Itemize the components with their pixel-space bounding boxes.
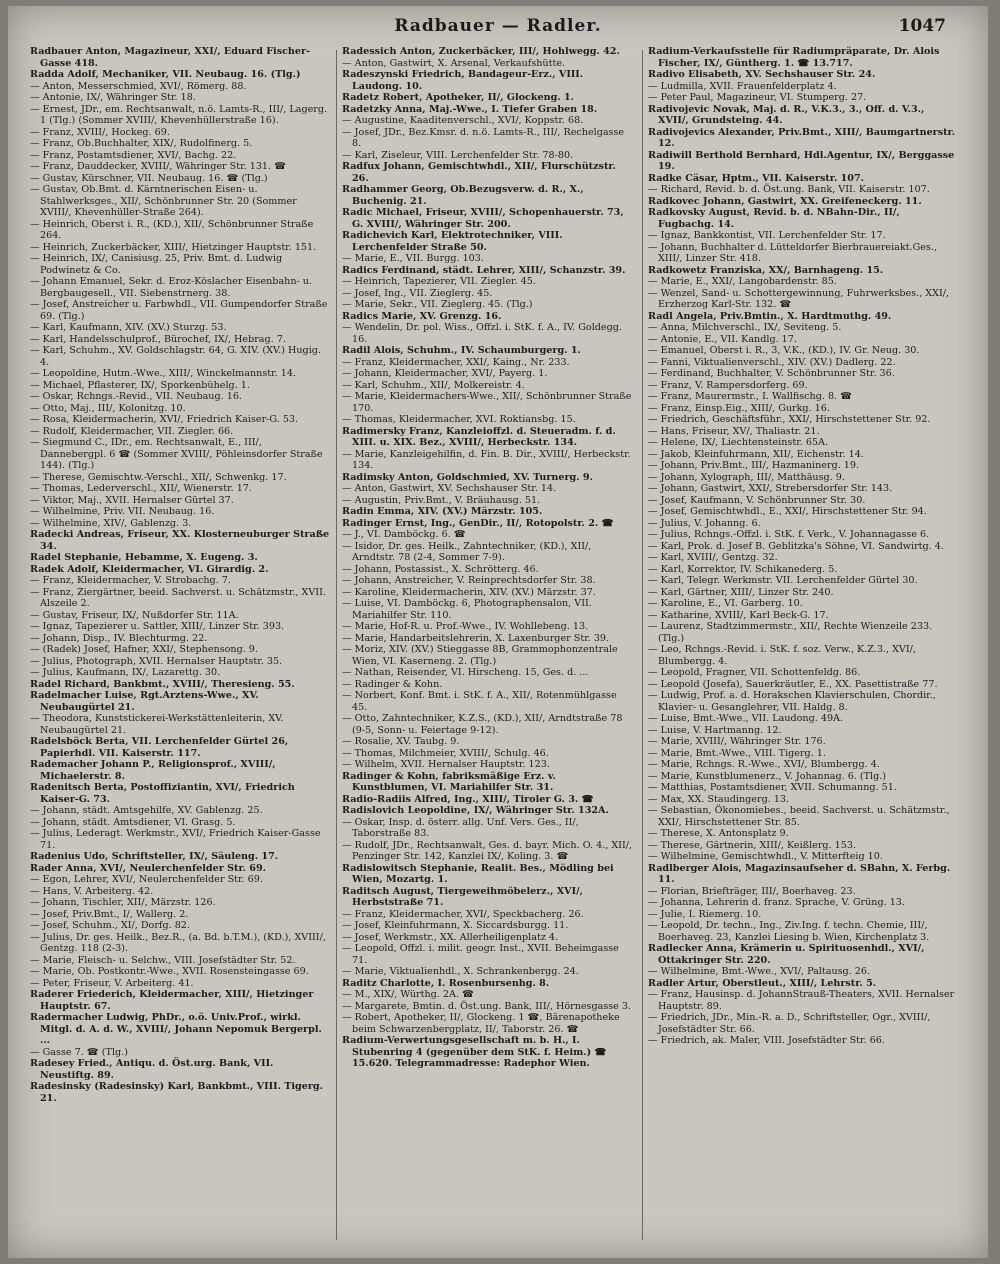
directory-entry: — Wenzel, Sand- u. Schottergewinnung, Fuhrwerksbes., XXI/, Erzherzog Karl-Str. 132. ☎: [648, 287, 950, 310]
directory-entry-head: Radics Ferdinand, städt. Lehrer, XIII/, Schanzstr. 39.: [342, 264, 626, 276]
directory-entry: — Ludmilla, XVII. Frauenfelderplatz 4.: [648, 80, 837, 92]
directory-entry-head: Radetz Robert, Apotheker, II/, Glockeng. 1.: [342, 92, 575, 103]
directory-entry: — Florian, Briefträger, III/, Boerhaveg. 23.: [648, 885, 856, 897]
directory-entry-head: Raditsch August, Tiergeweihmöbelerz., XVI/, Herbststraße 71.: [342, 885, 583, 908]
directory-entry: — Katharine, XVIII/, Karl Beck-G. 17.: [648, 609, 829, 621]
directory-page: [8, 6, 988, 1258]
directory-entry: — Johann, Xylograph, III/, Matthäusg. 9.: [648, 471, 845, 483]
directory-entry-head: Radkovec Johann, Gastwirt, XX. Greifeneckerg. 11.: [648, 195, 922, 207]
directory-entry: — Marie, XVIII/, Währinger Str. 176.: [648, 736, 826, 747]
directory-entry-head: Radlberger Alois, Magazinsaufseher d. SBahn, X. Ferbg. 11.: [648, 862, 951, 885]
column-2: [342, 46, 634, 1246]
directory-entry-head: Radel Richard, Bankbmt., XVIII/, Theresieng. 55.: [30, 678, 295, 690]
directory-entry-head: Radenius Udo, Schriftsteller, IX/, Säuleng. 17.: [30, 851, 279, 862]
directory-entry: — Helene, IX/, Liechtensteinstr. 65A.: [648, 437, 829, 448]
directory-entry: — Heinrich, IX/, Canisiusg. 25, Priv. Bmt. d. Ludwig Podwinetz & Co.: [30, 253, 283, 276]
directory-entry: — Isidor, Dr. ges. Heilk., Zahntechniker, (KD.), XII/, Arndtstr. 78 (2-4, Sommer 7-9).: [342, 540, 592, 563]
directory-entry-head: Rademacher Johann P., Religionsprof., XVIII/, Michaelerstr. 8.: [30, 759, 276, 782]
directory-entry-head: Raderer Friederich, Kleidermacher, XIII/, Hietzinger Hauptstr. 67.: [30, 989, 314, 1012]
directory-entry: — Josef, Schuhm., XI/, Dorfg. 82.: [30, 920, 190, 931]
directory-entry-head: Radler Artur, Oberstleut., XIII/, Lehrstr. 5.: [648, 977, 877, 989]
directory-entry: — Johann, Gastwirt, XXI/, Strebersdorfer Str. 143.: [648, 483, 893, 494]
directory-entry: — Wilhelm, XVII. Hernalser Hauptstr. 123.: [342, 759, 550, 770]
directory-entry: — Anton, Messerschmied, XVI/, Römerg. 88.: [30, 80, 247, 92]
directory-entry: — Johann, Priv.Bmt., III/, Hazmaninerg. 19.: [648, 460, 860, 471]
directory-entry: — Fanni, Viktualienverschl., XIV. (XV.) Dadlerg. 22.: [648, 356, 896, 368]
directory-entry: — Johann, Postassist., X. Schrötterg. 46.: [342, 563, 539, 575]
directory-entry: — Rosa, Kleidermacherin, XVI/, Friedrich Kaiser-G. 53.: [30, 414, 299, 425]
column-divider: [642, 50, 643, 1240]
directory-entry: — Julius, Photograph, XVII. Hernalser Hauptstr. 35.: [30, 655, 283, 667]
directory-entry: — Franz, Kleidermacher, XVI/, Speckbacherg. 26.: [342, 908, 584, 920]
directory-entry: — Siegmund C., IDr., em. Rechtsanwalt, E., III/, Dannebergpl. 6 ☎ (Sommer XVIII/, Pöhleinsdorfer Straße 144). (Tlg.): [30, 437, 323, 471]
directory-entry: — Rudolf, JDr., Rechtsanwalt, Ges. d. bayr. Mich. O. 4., XII/, Penzinger Str. 142, Kanzlei IX/, Koling. 3. ☎: [342, 839, 633, 862]
directory-entry: — Otto, Maj., III/, Kolonitzg. 10.: [30, 402, 186, 414]
directory-entry: — Max, XX. Staudingerg. 13.: [648, 793, 790, 805]
directory-entry: — Margarete, Bmtin. d. Öst.ung. Bank, III/, Hörnesgasse 3.: [342, 1000, 632, 1012]
running-head: Radbauer — Radler.: [394, 16, 602, 36]
directory-entry: — Thomas, Lederverschl., XII/, Wienerstr. 17.: [30, 483, 252, 494]
directory-entry: — Friedrich, JDr., Min.-R. a. D., Schriftsteller, Ogr., XVIII/, Josefstädter Str. 66.: [648, 1012, 931, 1035]
directory-entry: — Johann, Buchhalter d. Lütteldorfer Bierbrauereiakt.Ges., XIII/, Linzer Str. 418.: [648, 241, 937, 264]
directory-entry: — Hans, V. Arbeiterg. 42.: [30, 885, 154, 897]
directory-entry: — Luise, Bmt.-Wwe., VII. Laudong. 49A.: [648, 713, 844, 724]
directory-entry: — Franz, Dauddecker, XVIII/, Währinger Str. 131. ☎: [30, 161, 287, 172]
directory-entry: — Thomas, Milchmeier, XVIII/, Schulg. 46.: [342, 747, 549, 759]
directory-entry: — Oskar, Rchngs.-Revid., VII. Neubaug. 16.: [30, 391, 242, 402]
directory-entry: — Johann, Kleidermacher, XVI/, Payerg. 1.: [342, 368, 548, 379]
directory-entry-head: Radbauer Anton, Magazineur, XXI/, Eduard Fischer-Gasse 418.: [30, 46, 311, 69]
directory-entry: — Franz, Kleidermacher, XXI/, Kaing., Nr. 233.: [342, 356, 570, 368]
directory-entry: — Karoline, Kleidermacherin, XIV. (XV.) Märzstr. 37.: [342, 586, 596, 598]
directory-entry: — Karl, Prok. d. Josef B. Geblitzka's Söhne, VI. Sandwirtg. 4.: [648, 540, 944, 552]
directory-entry: — Marie, E., VII. Burgg. 103.: [342, 253, 484, 264]
directory-entry: — Johann, städt. Amtsgehilfe, XV. Gablenzg. 25.: [30, 805, 263, 816]
directory-entry: — Franz, Hausinsp. d. JohannStrauß-Theaters, XVII. Hernalser Hauptstr. 89.: [648, 989, 955, 1012]
directory-entry: — Karl, Schuhm., XV. Goldschlagstr. 64, G. XIV. (XV.) Hugig. 4.: [30, 345, 321, 368]
directory-entry: — Anton, Gastwirt, X. Arsenal, Verkaufshütte.: [342, 57, 566, 69]
directory-entry-head: Radivojevics Alexander, Priv.Bmt., XIII/, Baumgartnerstr. 12.: [648, 126, 956, 149]
directory-entry: — Marie, E., XXI/, Langobardenstr. 85.: [648, 276, 837, 287]
directory-entry-head: Radil Alois, Schuhm., IV. Schaumburgerg. 1.: [342, 345, 581, 356]
directory-entry: — Julius, Lederagt. Werkmstr., XVI/, Friedrich Kaiser-Gasse 71.: [30, 828, 321, 851]
directory-entry-head: Raditz Charlotte, I. Rosenbursenhg. 8.: [342, 977, 550, 989]
directory-entry: — Wilhelmine, Gemischtwhdl., V. Mitterfteig 10.: [648, 851, 883, 862]
directory-entry: — Johann, Anstreicher, V. Reinprechtsdorfer Str. 38.: [342, 575, 596, 586]
directory-entry: — Julius, Kaufmann, IX/, Lazarettg. 30.: [30, 667, 221, 678]
directory-entry: — Anton, Gastwirt, XV. Sechshauser Str. 14.: [342, 483, 557, 494]
directory-entry: — Marie, Hof-R. u. Prof.-Wwe., IV. Wohllebeng. 13.: [342, 621, 589, 632]
directory-entry: — Ignaz, Bankkontist, VII. Lerchenfelder Str. 17.: [648, 230, 886, 241]
directory-entry-head: Radivojevic Novak, Maj. d. R., V.K.3., 3., Off. d. V.3., XVII/, Grundsteing. 44.: [648, 103, 925, 126]
directory-entry: — Franz, Kleidermacher, V. Strobachg. 7.: [30, 575, 231, 586]
directory-entry: — Antonie, IX/, Währinger Str. 18.: [30, 92, 196, 103]
directory-entry: — Luise, VI. Damböckg. 6, Photographensalon, VII. Mariahilfer Str. 110.: [342, 598, 592, 621]
directory-entry: — Karl, Kaufmann, XIV. (XV.) Sturzg. 53.: [30, 322, 227, 333]
directory-entry-head: Radiwill Berthold Bernhard, Hdl.Agentur, IX/, Berggasse 19.: [648, 149, 955, 172]
directory-entry: — (Radek) Josef, Hafner, XXI/, Stephensong. 9.: [30, 644, 258, 655]
directory-entry: — Egon, Lehrer, XVI/, Neulerchenfelder Str. 69.: [30, 874, 263, 885]
directory-entry-head: Radislovich Leopoldine, IX/, Währinger Str. 132A.: [342, 805, 609, 816]
directory-entry: — Friedrich, ak. Maler, VIII. Josefstädter Str. 66.: [648, 1035, 885, 1046]
directory-entry: — Wilhelmine, XIV/, Gablenzg. 3.: [30, 517, 192, 529]
directory-entry: — M., XIX/, Würthg. 2A. ☎: [342, 989, 474, 1000]
directory-entry: — Peter Paul, Magazineur, VI. Stumperg. 27.: [648, 92, 867, 103]
directory-entry-head: Rader Anna, XVI/, Neulerchenfelder Str. 69.: [30, 862, 266, 874]
directory-entry: — Leo, Rchngs.-Revid. i. StK. f. soz. Verw., K.Z.3., XVI/, Blumbergg. 4.: [648, 644, 916, 667]
directory-entry: — Karoline, E., VI. Garberg. 10.: [648, 598, 803, 609]
directory-entry-head: Radkovsky August, Revid. b. d. NBahn-Dir., II/, Fugbachg. 14.: [648, 207, 900, 230]
directory-entry: — Michael, Pflasterer, IX/, Sporkenbühelg. 1.: [30, 379, 250, 391]
directory-entry: — Franz, XVIII/, Hockeg. 69.: [30, 126, 170, 138]
directory-entry: — Leopold (Josefa), Sauerkräutler, E., XX. Pasettistraße 77.: [648, 678, 938, 690]
directory-entry: — Josef, Werkmstr., XX. Allerheiligenplatz 4.: [342, 931, 559, 943]
directory-entry: — Josef, Priv.Bmt., I/, Wallerg. 2.: [30, 908, 189, 920]
directory-entry: — Ignaz, Tapezierer u. Sattler, XIII/, Linzer Str. 393.: [30, 621, 285, 632]
directory-entry: — Franz, Maurermstr., I. Wallfischg. 8. ☎: [648, 391, 853, 402]
directory-entry: — Radinger & Kohn.: [342, 678, 443, 690]
directory-entry: — Gustav, Friseur, IX/, Nußdorfer Str. 11A.: [30, 609, 239, 621]
directory-entry: — Marie, Viktualienhdl., X. Schrankenbergg. 24.: [342, 966, 579, 977]
directory-entry: — Richard, Revid. b. d. Öst.ung. Bank, VII. Kaiserstr. 107.: [648, 184, 930, 195]
directory-entry: — Marie, Kunstblumenerz., V. Johannag. 6. (Tlg.): [648, 770, 887, 782]
directory-entry: — Franz, V. Rampersdorferg. 69.: [648, 379, 808, 391]
directory-entry: — Rudolf, Kleidermacher, VII. Ziegler. 66.: [30, 425, 234, 437]
directory-entry-head: Radesey Fried., Antiqu. d. Öst.urg. Bank, VII. Neustiftg. 89.: [30, 1058, 274, 1081]
directory-entry: — Ludwig, Prof. a. d. Horakschen Klavierschulen, Chordir., Klavier- u. Gesanglehrer, VII. Haldg. 8.: [648, 690, 936, 713]
directory-entry: — Karl, Handelsschulprof., Bürochef, IX/, Hebrag. 7.: [30, 333, 286, 345]
directory-entry-head: Radl Angela, Priv.Bmtin., X. Hardtmuthg. 49.: [648, 310, 892, 322]
directory-entry: — Franz, Ziergärtner, beeid. Sachverst. u. Schätzmstr., XVII. Alszeile 2.: [30, 586, 326, 609]
directory-entry: — Heinrich, Oberst i. R., (KD.), XII/, Schönbrunner Straße 264.: [30, 218, 314, 241]
directory-entry-head: Radelsböck Berta, VII. Lerchenfelder Gürtel 26, Papierhdl. VII. Kaiserstr. 117.: [30, 736, 289, 759]
directory-entry: — Leopold, Offzl. i. milit. geogr. Inst., XVII. Beheimgasse 71.: [342, 943, 619, 966]
page-header: [8, 16, 988, 42]
directory-entry-head: Radenitsch Berta, Postoffiziantin, XVI/, Friedrich Kaiser-G. 73.: [30, 782, 295, 805]
directory-entry: — Leopold, Dr. techn., Ing., Ziv.Ing. f. techn. Chemie, III/, Boerhaveg. 23, Kanzlei Liesing b. Wien, Kirchenplatz 3.: [648, 920, 930, 943]
directory-entry: — Rosalie, XV. Taubg. 9.: [342, 736, 460, 747]
directory-entry: — Josef, JDr., Bez.Kmsr. d. n.ö. Lamts-R., III/, Rechelgasse 8.: [342, 126, 625, 149]
directory-entry: — Karl, Korrektor, IV. Schikanederg. 5.: [648, 563, 838, 575]
directory-entry: — Johann Emanuel, Sekr. d. Eroz-Köslacher Eisenbahn- u. Bergbaugesell., VII. Siebenstrnerg. 38.: [30, 276, 313, 299]
directory-entry: — Marie, Sekr., VII. Zieglerg. 45. (Tlg.): [342, 299, 533, 310]
directory-entry: — Julius, Rchngs.-Offzl. i. StK. f. Verk., V. Johannagasse 6.: [648, 529, 930, 540]
directory-entry: — Gustav, Ob.Bmt. d. Kärntnerischen Eisen- u. Stahlwerksges., XII/, Schönbrunner Str. 20 (Sommer XVIII/, Khevenhüller-Straße 264).: [30, 184, 297, 218]
directory-entry: — Julius, Dr. ges. Heilk., Bez.R., (a. Bd. b.T.M.), (KD.), XVIII/, Gentzg. 118 (2-3).: [30, 931, 326, 954]
directory-entry: — Wilhelmine, Bmt.-Wwe., XVI/, Paltausg. 26.: [648, 966, 871, 977]
directory-entry: — Josef, Ing., VII. Zieglerg. 45.: [342, 287, 493, 299]
page-number: 1047: [898, 16, 946, 36]
directory-entry-head: Radlecker Anna, Krämerin u. Spirituosenhdl., XVI/, Ottakringer Str. 220.: [648, 943, 925, 966]
directory-entry-head: Radichevich Karl, Elektrotechniker, VIII. Lerchenfelder Straße 50.: [342, 230, 563, 253]
directory-entry-head: Radetzky Anna, Maj.-Wwe., I. Tiefer Graben 18.: [342, 103, 598, 115]
directory-entry: — Johann, städt. Amtsdiener, VI. Grasg. 5.: [30, 816, 236, 828]
directory-entry-head: Radeszynski Friedrich, Bandageur-Erz., VIII. Laudong. 10.: [342, 69, 584, 92]
directory-entry: — Moriz, XIV. (XV.) Stieggasse 8B, Grammophonzentrale Wien, VI. Kaserneng. 2. (Tlg.): [342, 644, 618, 667]
directory-entry-head: Radimsky Anton, Goldschmied, XV. Turnerg. 9.: [342, 471, 593, 483]
directory-entry: — Johann, Tischler, XII/, Märzstr. 126.: [30, 897, 216, 908]
directory-entry: — Johanna, Lehrerin d. franz. Sprache, V. Grüng. 13.: [648, 897, 905, 908]
directory-entry: — Augustin, Priv.Bmt., V. Bräuhausg. 51.: [342, 494, 541, 506]
directory-entry: — Wendelin, Dr. pol. Wiss., Offzl. i. StK. f. A., IV. Goldegg. 16.: [342, 322, 622, 345]
directory-entry: — Karl, Ziseleur, VIII. Lerchenfelder Str. 78-80.: [342, 149, 574, 161]
directory-entry: — Friedrich, Geschäftsführ., XXI/, Hirschstettener Str. 92.: [648, 414, 931, 425]
directory-entry: — Marie, Handarbeitslehrerin, X. Laxenburger Str. 39.: [342, 632, 610, 644]
directory-entry: — Antonie, E., VII. Kandlg. 17.: [648, 333, 797, 345]
directory-entry: — Theodora, Kunststickerei-Werkstättenleiterin, XV. Neubaugürtel 21.: [30, 713, 284, 736]
directory-entry: — Heinrich, Tapezierer, VII. Ziegler. 45.: [342, 276, 536, 287]
directory-entry: — Johann, Disp., IV. Blechturmg. 22.: [30, 632, 208, 644]
directory-entry: — Karl, Telegr. Werkmstr. VII. Lerchenfelder Gürtel 30.: [648, 575, 918, 586]
directory-entry: — Ernest, JDr., em. Rechtsanwalt, n.ö. Lamts-R., III/, Lagerg. 1 (Tlg.) (Sommer XVIII/, Khevenhüllerstraße 16).: [30, 103, 328, 126]
directory-entry-head: Radke Cäsar, Hptm., VII. Kaiserstr. 107.: [648, 172, 864, 184]
directory-entry: — Leopoldine, Hutm.-Wwe., XIII/, Winckelmannstr. 14.: [30, 368, 297, 379]
directory-entry: — Augustine, Kaaditenverschl., XVI/, Koppstr. 68.: [342, 115, 584, 126]
directory-entry: — Karl, Schuhm., XII/, Molkereistr. 4.: [342, 379, 525, 391]
directory-entry: — Laurenz, Stadtzimmermstr., XII/, Rechte Wienzeile 233. (Tlg.): [648, 621, 933, 644]
directory-entry-head: Radinger & Kohn, fabriksmäßige Erz. v. Kunstblumen, VI. Mariahilfer Str. 31.: [342, 770, 556, 793]
directory-entry-head: Radio-Radiis Alfred, Ing., XIII/, Tiroler G. 3. ☎: [342, 793, 594, 805]
directory-entry: — Therese, Gemischtw.-Verschl., XII/, Schwenkg. 17.: [30, 471, 287, 483]
directory-entry: — J., VI. Damböckg. 6. ☎: [342, 529, 466, 540]
directory-entry-head: Radium-Verkaufsstelle für Radiumpräparate, Dr. Alois Fischer, IX/, Güntherg. 1. ☎ 13.717.: [648, 46, 940, 69]
directory-entry: — Anna, Milchverschl., IX/, Seviteng. 5.: [648, 322, 842, 333]
directory-entry-head: Radivo Elisabeth, XV. Sechshauser Str. 24.: [648, 69, 876, 80]
directory-entry: — Julie, I. Riemerg. 10.: [648, 908, 762, 920]
directory-entry-head: Radkowetz Franziska, XX/, Barnhageng. 15.: [648, 264, 884, 276]
directory-entry: — Matthias, Postamtsdiener, XVII. Schumanng. 51.: [648, 782, 897, 793]
directory-entry: — Franz, Einsp.Eig., XIII/, Gurkg. 16.: [648, 402, 830, 414]
directory-entry-head: Radinger Ernst, Ing., GenDir., II/, Rotopolstr. 2. ☎: [342, 517, 614, 529]
directory-entry: — Gasse 7. ☎ (Tlg.): [30, 1046, 128, 1058]
directory-entry: — Gustav, Kürschner, VII. Neubaug. 16. ☎ (Tlg.): [30, 172, 268, 184]
directory-entry: — Sebastian, Ökonomiebes., beeid. Sachverst. u. Schätzmstr., XXI/, Hirschstettener Str. 85.: [648, 805, 950, 828]
directory-entry-head: Radel Stephanie, Hebamme, X. Eugeng. 3.: [30, 552, 258, 563]
directory-entry: — Therese, X. Antonsplatz 9.: [648, 828, 789, 839]
directory-entry-head: Radelmacher Luise, Rgt.Arztens-Wwe., XV. Neubaugürtel 21.: [30, 690, 259, 713]
directory-entry: — Josef, Kaufmann, V. Schönbrunner Str. 30.: [648, 494, 866, 506]
column-1: [30, 46, 330, 1246]
directory-entry: — Viktor, Maj., XVII. Hernalser Gürtel 37.: [30, 494, 234, 506]
directory-entry: — Peter, Friseur, V. Arbeiterg. 41.: [30, 977, 194, 989]
directory-entry: — Emanuel, Oberst i. R., 3, V.K., (KD.), IV. Gr. Neug. 30.: [648, 345, 920, 356]
directory-entry: — Josef, Anstreicher u. Farbwhdl., VII. Gumpendorfer Straße 69. (Tlg.): [30, 299, 328, 322]
directory-entry-head: Radecki Andreas, Friseur, XX. Klosterneuburger Straße 34.: [30, 529, 330, 552]
directory-entry: — Marie, Kanzleigehilfin, d. Fin. B. Dir., XVIII/, Herbeckstr. 134.: [342, 448, 631, 471]
directory-entry: — Leopold, Fragner, VII. Schottenfeldg. 86.: [648, 667, 861, 678]
directory-entry-head: Radfux Johann, Gemischtwhdl., XII/, Flurschützstr. 26.: [342, 161, 616, 184]
directory-entry-head: Radimersky Franz, Kanzleioffzl. d. Steueradm. f. d. XIII. u. XIX. Bez., XVIII/, Herbeckstr. 134.: [342, 425, 616, 448]
directory-entry: — Jakob, Kleinfuhrmann, XII/, Eichenstr. 14.: [648, 448, 864, 460]
directory-entry: — Julius, V. Johanng. 6.: [648, 517, 761, 529]
directory-entry: — Karl, Gärtner, XIII/, Linzer Str. 240.: [648, 586, 834, 598]
directory-entry: — Ferdinand, Buchhalter, V. Schönbrunner Str. 36.: [648, 368, 895, 379]
directory-entry: — Robert, Apotheker, II/, Glockeng. 1 ☎, Bärenapotheke beim Schwarzenbergplatz, II/, Taborstr. 26. ☎: [342, 1012, 620, 1035]
directory-entry: — Heinrich, Zuckerbäcker, XIII/, Hietzinger Hauptstr. 151.: [30, 241, 317, 253]
column-divider: [336, 50, 337, 1240]
directory-entry-head: Radium-Verwertungsgesellschaft m. b. H., I. Stubenring 4 (gegenüber dem StK. f. Heim.) ☎ 15.620. Telegrammadresse: Radephor Wien.: [342, 1035, 607, 1069]
directory-entry: — Wilhelmine, Priv. VII. Neubaug. 16.: [30, 506, 215, 517]
directory-entry-head: Radics Marie, XV. Grenzg. 16.: [342, 310, 502, 322]
directory-entry: — Oskar, Insp. d. österr. allg. Unf. Vers. Ges., II/, Taborstraße 83.: [342, 816, 579, 839]
directory-entry: — Marie, Ob. Postkontr.-Wwe., XVII. Rosensteingasse 69.: [30, 966, 309, 977]
directory-entry-head: Radislowitsch Stephanie, Realit. Bes., Mödling bei Wien, Mozartg. 1.: [342, 862, 614, 885]
directory-entry: — Franz, Postamtsdiener, XVI/, Bachg. 22.: [30, 149, 237, 161]
directory-entry: — Thomas, Kleidermacher, XVI. Roktiansbg. 15.: [342, 414, 576, 425]
directory-entry: — Marie, Bmt.-Wwe., VIII. Tigerg. 1.: [648, 747, 826, 759]
directory-entry: — Hans, Friseur, XV/, Thaliastr. 21.: [648, 425, 820, 437]
directory-entry: — Karl, XVIII/, Gentzg. 32.: [648, 552, 778, 563]
directory-entry-head: Radda Adolf, Mechaniker, VII. Neubaug. 16. (Tlg.): [30, 69, 301, 80]
directory-entry-head: Radesinsky (Radesinsky) Karl, Bankbmt., VIII. Tigerg. 21.: [30, 1081, 323, 1104]
directory-entry: — Norbert, Konf. Bmt. i. StK. f. A., XII/, Rotenmühlgasse 45.: [342, 690, 617, 713]
directory-entry-head: Radin Emma, XIV. (XV.) Märzstr. 105.: [342, 506, 543, 517]
directory-entry-head: Radek Adolf, Kleidermacher, VI. Girardig. 2.: [30, 563, 269, 575]
column-3: [648, 46, 958, 1246]
directory-entry: — Josef, Kleinfuhrmann, X. Siccardsburgg. 11.: [342, 920, 569, 931]
directory-entry: — Marie, Rchngs. R.-Wwe., XVI/, Blumbergg. 4.: [648, 759, 880, 770]
directory-entry: — Marie, Fleisch- u. Selchw., VIII. Josefstädter Str. 52.: [30, 954, 296, 966]
directory-entry-head: Radermacher Ludwig, PhDr., o.ö. Univ.Prof., wirkl. Mitgl. d. A. d. W., XVIII/, Johann Nepomuk Bergerpl. ...: [30, 1012, 322, 1046]
directory-entry: — Marie, Kleidermachers-Wwe., XII/, Schönbrunner Straße 170.: [342, 391, 632, 414]
directory-entry-head: Radhammer Georg, Ob.Bezugsverw. d. R., X., Buchenig. 21.: [342, 184, 584, 207]
directory-entry: — Franz, Ob.Buchhalter, XIX/, Rudolfinerg. 5.: [30, 138, 253, 149]
directory-entry-head: Radic Michael, Friseur, XVIII/, Schopenhauerstr. 73, G. XVIII/, Währinger Str. 200.: [342, 207, 624, 230]
directory-entry: — Nathan, Reisender, VI. Hirscheng. 15, Ges. d. ...: [342, 667, 589, 678]
directory-entry: — Luise, V. Hartmanng. 12.: [648, 724, 782, 736]
directory-entry: — Therese, Gärtnerin, XIII/, Keißlerg. 153.: [648, 839, 857, 851]
directory-entry: — Otto, Zahntechniker, K.Z.S., (KD.), XII/, Arndtstraße 78 (9-5, Sonn- u. Feiertage 9-12).: [342, 713, 623, 736]
directory-entry: — Josef, Gemischtwhdl., E., XXI/, Hirschstettener Str. 94.: [648, 506, 927, 517]
directory-entry-head: Radessich Anton, Zuckerbäcker, III/, Hohlwegg. 42.: [342, 46, 620, 57]
